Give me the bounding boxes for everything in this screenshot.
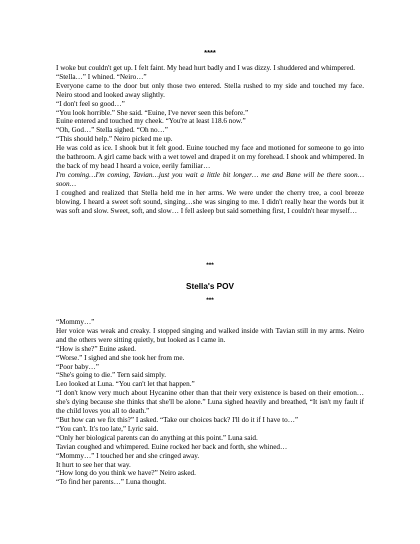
paragraph: “Only her biological parents can do anything at this point.” Luna said. xyxy=(56,433,258,442)
paragraph: “How long do you think we have?” Neiro asked. xyxy=(56,469,196,478)
paragraph: “I don't feel so good…” xyxy=(56,99,125,108)
paragraph: “Mommy…” I touched her and she cringed away. xyxy=(56,451,200,460)
paragraph: “But how can we fix this?” I asked. “Take our choices back? I'll do it if I have to…” xyxy=(56,415,299,424)
paragraph: Her voice was weak and creaky. I stopped singing and walked inside with Tavian still in my arms. Neiro and the others were sitting quietly, but looked as I came in. xyxy=(56,326,364,344)
paragraph: “How is she?” Euine asked. xyxy=(56,344,137,353)
italic-text: I'm coming…I'm coming, Tavian…just you wait a little bit longer… me and Bane will be there soon…soon… xyxy=(56,170,364,188)
paragraph: “Stella…” I whined. “Neiro…” xyxy=(56,72,147,81)
paragraph: Tavian coughed and whimpered. Euine rocked her back and forth, she whined… xyxy=(56,442,288,451)
section-break: *** xyxy=(206,262,214,269)
paragraph: “Poor baby…” xyxy=(56,362,99,371)
paragraph: Everyone came to the door but only those two entered. Stella rushed to my side and touched my face. Neiro stood and looked away slightly. xyxy=(56,81,364,99)
paragraph: “This should help.” Neiro picked me up. xyxy=(56,135,173,144)
paragraph: “I don't know very much about Hycanine other than that their very existence is based on their emotion…she's dying because she thinks that she'll be alone.” Luna sighed heavily and breathed, “It isn't my fault if the child loves you all to death.” xyxy=(56,389,364,416)
paragraph: It hurt to see her that way. xyxy=(56,460,131,469)
section-break: **** xyxy=(204,48,216,57)
paragraph: I coughed and realized that Stella held me in her arms. We were under the cherry tree, a cool breeze blowing. I heard a sweet soft sound, singing…she was singing to me. I didn't really hear the words but it was soft and slow. Sweet, soft, and slow… I fell asleep but said something first, I couldn't hear myself… xyxy=(56,188,364,215)
paragraph: “You can't. It's too late,” Lyric said. xyxy=(56,424,159,433)
paragraph: Leo looked at Luna. “You can't let that happen.” xyxy=(56,380,195,389)
paragraph: Euine entered and touched my cheek. “You're at least 118.6 now.” xyxy=(56,117,246,126)
paragraph: “She's going to die.” Tern said simply. xyxy=(56,371,166,380)
paragraph: “You look horrible.” She said. “Euine, I've never seen this before.” xyxy=(56,108,249,117)
paragraph: “Worse.” I sighed and she took her from me. xyxy=(56,353,185,362)
section-break: *** xyxy=(206,297,214,304)
text-block-1 xyxy=(56,64,364,215)
paragraph: “Mommy…” xyxy=(56,318,95,326)
paragraph: He was cold as ice. I shook but it felt good. Euine touched my face and motioned for someone to go into the bathroom. A girl came back with a wet towel and draped it on my forehead. I shook and whimpered. In the back of my head I heard a voice, eerily familiar… xyxy=(56,144,364,170)
italic-paragraph xyxy=(56,171,364,189)
pov-heading: Stella's POV xyxy=(186,282,234,291)
text-block-2 xyxy=(56,318,364,487)
paragraph: “Oh, God…” Stella sighed. “Oh no…” xyxy=(56,126,168,135)
paragraph: I woke but couldn't get up. I felt faint. My head hurt badly and I was dizzy. I shuddered and whimpered. xyxy=(56,64,356,72)
paragraph: “To find her parents…” Luna thought. xyxy=(56,478,167,487)
